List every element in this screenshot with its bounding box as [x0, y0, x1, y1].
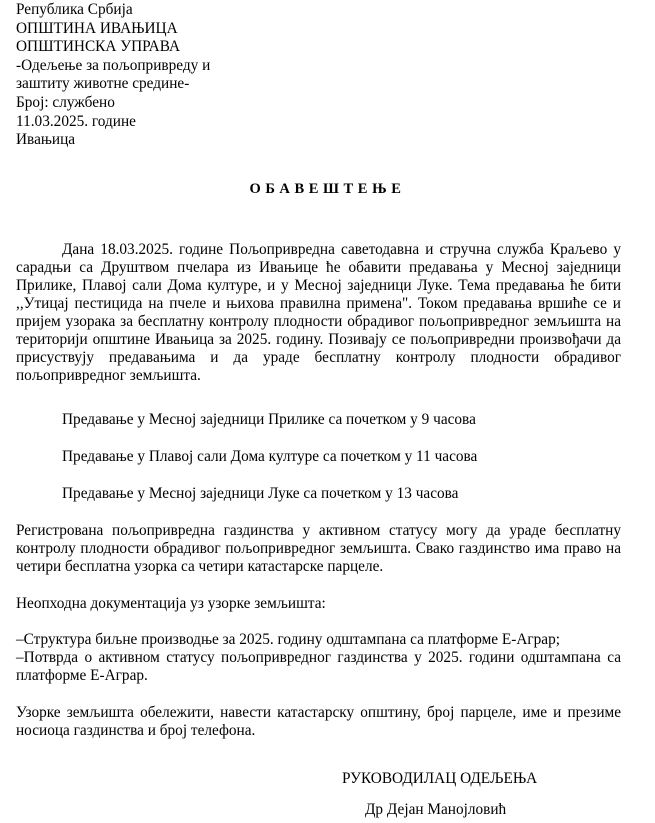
signature-name: Др Дејан Манојловић: [365, 801, 507, 818]
lecture-item: Предавање у Месној заједници Луке са почетком у 13 часова: [62, 485, 459, 502]
documentation-item: –Потврда о активном статусу пољопривредног газдинства у 2025. години одштампана са платформе Е-Аграр.: [16, 649, 621, 684]
intro-paragraph: Дана 18.03.2025. године Пољопривредна саветодавна и стручна служба Краљево у сарадњи са Друштвом пчелара из Ивањице ће обавити предавања у Месној заједници Прилике, Плавој сали Дома културе, и у Месној заједници Луке. Тема предавања ће бити ,,Утицај пестицида на пчеле и њихова правилна примена". Током предавања вршиће се и пријем узорака за бесплатну контролу плодности обрадивог пољопривредног земљишта на територији општине Ивањица за 2025. годину. Позивају се пољопривредни произвођачи да присуствују предавањима и да ураде бесплатну контролу плодности обрадивог пољопривредног земљишта.: [16, 241, 621, 384]
documentation-item: –Структура биљне производње за 2025. годину одштампана са платформе Е-Аграр;: [16, 631, 560, 648]
lecture-item: Предавање у Плавој сали Дома културе са почетком у 11 часова: [62, 448, 478, 465]
header-place: Ивањица: [16, 131, 76, 149]
header-reference-number: Број: службено: [16, 93, 115, 111]
documentation-heading: Неопходна документација уз узорке земљишта:: [16, 595, 326, 612]
header-date: 11.03.2025. године: [16, 112, 136, 130]
documentation-list: [16, 631, 621, 685]
lecture-item: Предавање у Месној заједници Прилике са почетком у 9 часова: [62, 411, 476, 428]
registered-farms-paragraph: Регистрована пољопривредна газдинства у активном статусу могу да ураде бесплатну контролу плодности обрадивог пољопривредног земљишта. Свако газдинство има право на четири бесплатна узорка са четири катастарске парцеле.: [16, 522, 621, 575]
document-title: ОБАВЕШТЕЊЕ: [249, 181, 406, 197]
header-department-line-2: заштиту животне средине-: [16, 75, 190, 93]
signature-role: РУКОВОДИЛАЦ ОДЕЉЕЊА: [342, 770, 538, 787]
document-header: [16, 1, 210, 150]
header-country: Република Србија: [16, 1, 133, 18]
header-administration: ОПШТИНСКА УПРАВА: [16, 38, 181, 56]
header-department-line-1: -Одељење за пољопривреду и: [16, 56, 211, 74]
sample-labeling-paragraph: Узорке земљишта обележити, навести катастарску општину, број парцеле, име и презиме носиоца газдинства и број телефона.: [16, 704, 621, 739]
header-municipality: ОПШТИНА ИВАЊИЦА: [16, 19, 178, 37]
